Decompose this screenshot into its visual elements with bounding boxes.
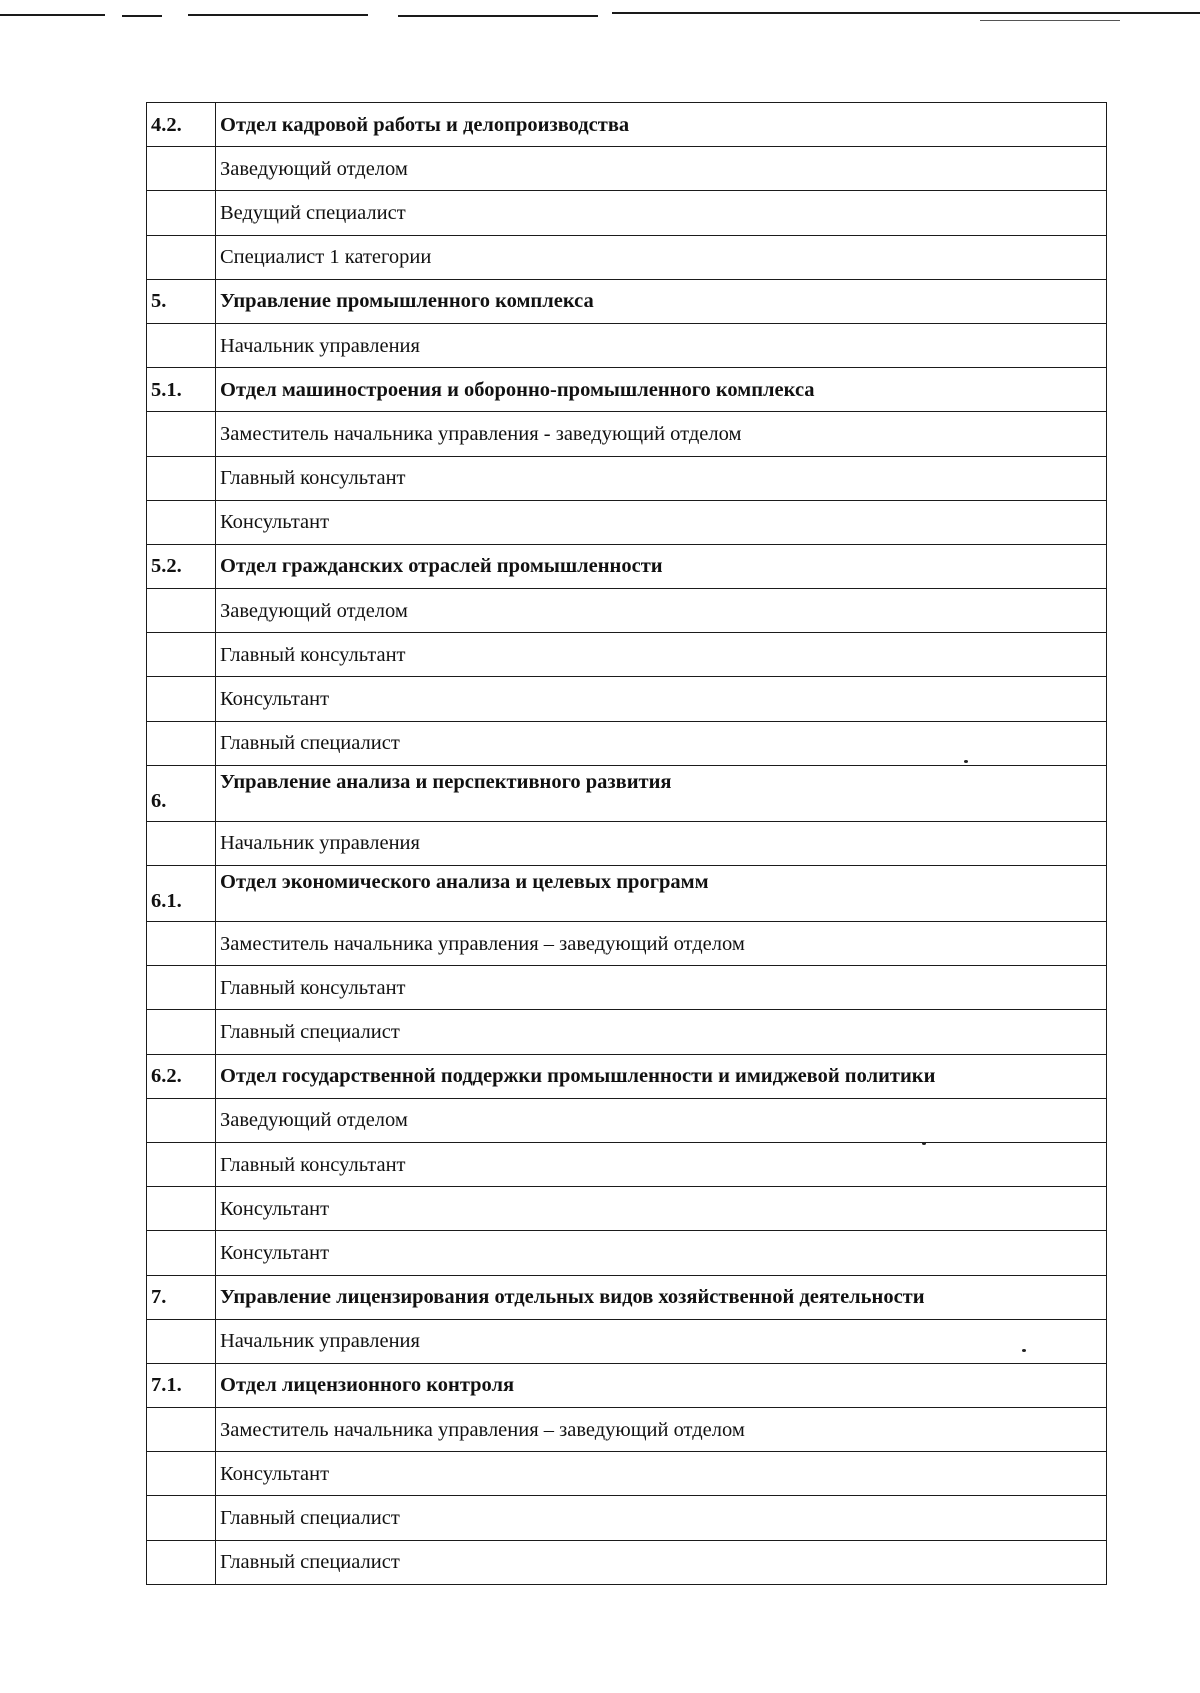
position-row	[147, 1408, 1107, 1452]
section-number-cell: 6.1.	[147, 866, 216, 922]
section-header-row	[147, 368, 1107, 412]
position-row	[147, 1187, 1107, 1231]
position-title-cell: Заведующий отделом	[216, 589, 1107, 633]
position-title-cell: Консультант	[216, 677, 1107, 721]
position-row	[147, 1142, 1107, 1186]
department-name-cell: Управление лицензирования отдельных видов хозяйственной деятельности	[216, 1275, 1107, 1319]
position-title-cell: Начальник управления	[216, 821, 1107, 865]
section-number-cell: 5.1.	[147, 368, 216, 412]
position-title-cell: Ведущий специалист	[216, 191, 1107, 235]
position-row	[147, 966, 1107, 1010]
scan-speck	[922, 1142, 926, 1145]
section-number-cell	[147, 633, 216, 677]
position-title-cell: Начальник управления	[216, 323, 1107, 367]
section-number-cell	[147, 147, 216, 191]
department-name-cell: Отдел государственной поддержки промышленности и имиджевой политики	[216, 1054, 1107, 1098]
section-number-cell: 5.	[147, 279, 216, 323]
section-number-cell	[147, 677, 216, 721]
position-title-cell: Начальник управления	[216, 1319, 1107, 1363]
position-title-cell: Специалист 1 категории	[216, 235, 1107, 279]
position-row	[147, 191, 1107, 235]
section-header-row	[147, 544, 1107, 588]
position-row	[147, 1540, 1107, 1584]
section-number-cell: 6.2.	[147, 1054, 216, 1098]
section-header-row	[147, 1275, 1107, 1319]
section-number-cell	[147, 1408, 216, 1452]
section-number-cell	[147, 1231, 216, 1275]
position-title-cell: Консультант	[216, 1452, 1107, 1496]
section-header-row	[147, 765, 1107, 821]
section-header-row	[147, 279, 1107, 323]
position-title-cell: Консультант	[216, 1231, 1107, 1275]
scan-artifact-line	[188, 14, 368, 16]
position-row	[147, 1098, 1107, 1142]
position-title-cell: Главный специалист	[216, 1540, 1107, 1584]
position-row	[147, 1496, 1107, 1540]
position-row	[147, 235, 1107, 279]
section-number-cell: 5.2.	[147, 544, 216, 588]
scan-artifact-line	[980, 20, 1120, 21]
staff-structure-table-body	[147, 103, 1107, 1585]
position-row	[147, 633, 1107, 677]
position-title-cell: Заместитель начальника управления – заведующий отделом	[216, 1408, 1107, 1452]
position-row	[147, 456, 1107, 500]
section-number-cell	[147, 589, 216, 633]
department-name-cell: Отдел гражданских отраслей промышленности	[216, 544, 1107, 588]
position-row	[147, 721, 1107, 765]
section-number-cell	[147, 235, 216, 279]
section-number-cell	[147, 412, 216, 456]
position-row	[147, 412, 1107, 456]
section-number-cell: 7.	[147, 1275, 216, 1319]
position-row	[147, 1452, 1107, 1496]
department-name-cell: Управление промышленного комплекса	[216, 279, 1107, 323]
department-name-cell: Отдел машиностроения и оборонно-промышленного комплекса	[216, 368, 1107, 412]
scan-artifact-line	[398, 15, 598, 17]
section-number-cell	[147, 721, 216, 765]
position-row	[147, 1010, 1107, 1054]
section-number-cell	[147, 1319, 216, 1363]
position-title-cell: Главный специалист	[216, 1496, 1107, 1540]
position-title-cell: Заведующий отделом	[216, 147, 1107, 191]
scan-speck	[1022, 1349, 1026, 1352]
section-number-cell: 4.2.	[147, 103, 216, 147]
department-name-cell: Отдел лицензионного контроля	[216, 1363, 1107, 1407]
position-row	[147, 821, 1107, 865]
section-number-cell	[147, 1187, 216, 1231]
scan-artifact-line	[612, 12, 1200, 14]
section-number-cell: 7.1.	[147, 1363, 216, 1407]
position-title-cell: Главный консультант	[216, 1142, 1107, 1186]
section-number-cell	[147, 1496, 216, 1540]
position-title-cell: Главный консультант	[216, 633, 1107, 677]
section-number-cell	[147, 966, 216, 1010]
section-number-cell	[147, 1098, 216, 1142]
department-name-cell: Управление анализа и перспективного развития	[216, 765, 1107, 821]
position-title-cell: Главный специалист	[216, 1010, 1107, 1054]
position-row	[147, 1319, 1107, 1363]
scan-artifact-line	[122, 15, 162, 17]
position-row	[147, 1231, 1107, 1275]
section-number-cell	[147, 1010, 216, 1054]
position-title-cell: Главный специалист	[216, 721, 1107, 765]
position-title-cell: Заведующий отделом	[216, 1098, 1107, 1142]
department-name-cell: Отдел экономического анализа и целевых программ	[216, 866, 1107, 922]
scan-speck	[964, 760, 968, 763]
position-title-cell: Главный консультант	[216, 966, 1107, 1010]
position-title-cell: Главный консультант	[216, 456, 1107, 500]
position-title-cell: Консультант	[216, 1187, 1107, 1231]
position-row	[147, 500, 1107, 544]
section-header-row	[147, 103, 1107, 147]
section-number-cell	[147, 500, 216, 544]
position-title-cell: Консультант	[216, 500, 1107, 544]
section-header-row	[147, 866, 1107, 922]
section-header-row	[147, 1054, 1107, 1098]
section-number-cell	[147, 191, 216, 235]
section-header-row	[147, 1363, 1107, 1407]
section-number-cell	[147, 1142, 216, 1186]
section-number-cell	[147, 456, 216, 500]
section-number-cell	[147, 1540, 216, 1584]
section-number-cell	[147, 323, 216, 367]
position-row	[147, 147, 1107, 191]
staff-structure-table	[146, 102, 1107, 1585]
position-title-cell: Заместитель начальника управления - заведующий отделом	[216, 412, 1107, 456]
section-number-cell: 6.	[147, 765, 216, 821]
department-name-cell: Отдел кадровой работы и делопроизводства	[216, 103, 1107, 147]
section-number-cell	[147, 922, 216, 966]
position-title-cell: Заместитель начальника управления – заведующий отделом	[216, 922, 1107, 966]
position-row	[147, 677, 1107, 721]
position-row	[147, 589, 1107, 633]
position-row	[147, 323, 1107, 367]
scan-artifact-line	[0, 14, 105, 16]
position-row	[147, 922, 1107, 966]
section-number-cell	[147, 1452, 216, 1496]
section-number-cell	[147, 821, 216, 865]
